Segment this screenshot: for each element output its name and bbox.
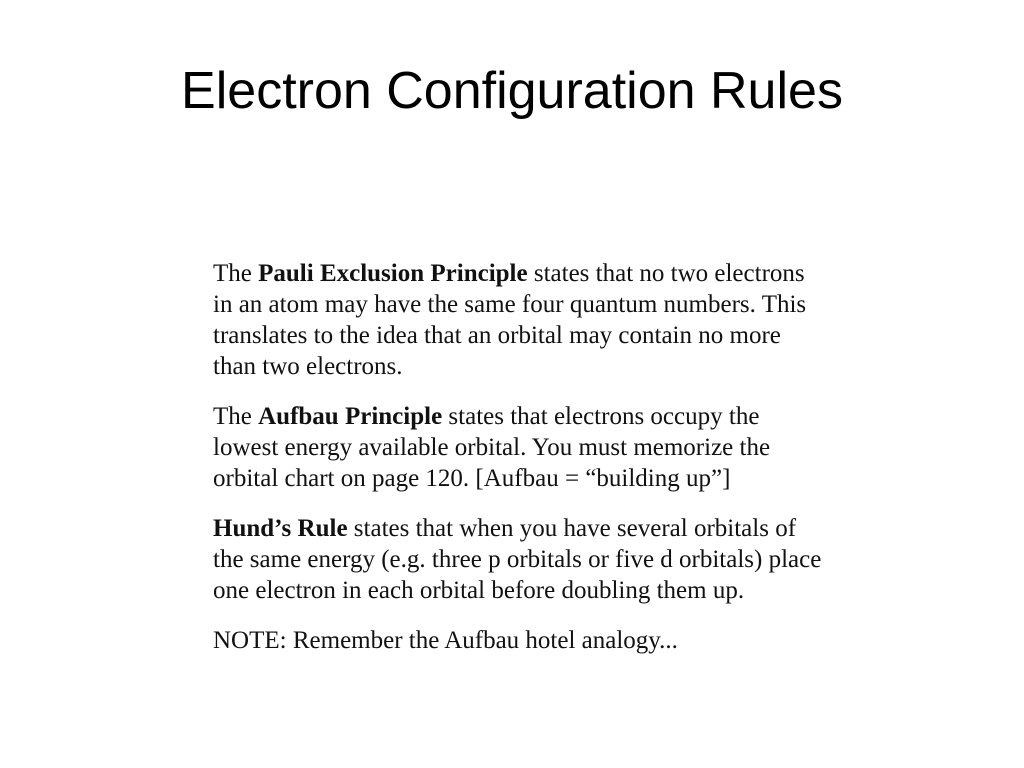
pauli-line-1-rest: states that no two electrons: [527, 260, 805, 287]
pauli-line-4: than two electrons.: [213, 353, 403, 380]
rules-text-image: [213, 258, 897, 678]
pauli-line-3: translates to the idea that an orbital may contain no more: [213, 322, 781, 349]
pauli-intro: The: [213, 260, 259, 287]
aufbau-intro: The: [213, 403, 259, 430]
note-line: NOTE: Remember the Aufbau hotel analogy...: [213, 627, 678, 654]
slide-title: Electron Configuration Rules: [181, 62, 843, 120]
hund-line-1-rest: states that when you have several orbitals of: [347, 515, 797, 542]
aufbau-line-2: lowest energy available orbital. You must memorize the: [213, 434, 771, 461]
pauli-line-1: [213, 258, 897, 289]
hund-paragraph: [213, 513, 897, 606]
aufbau-paragraph: [213, 401, 897, 494]
aufbau-line-3: orbital chart on page 120. [Aufbau = “building up”]: [213, 465, 731, 492]
hund-term: Hund’s Rule: [213, 515, 348, 542]
pauli-term: Pauli Exclusion Principle: [258, 260, 528, 287]
pauli-line-2: in an atom may have the same four quantum numbers. This: [213, 291, 807, 318]
aufbau-line-1: [213, 401, 897, 432]
pauli-paragraph: [213, 258, 897, 382]
hund-line-2: the same energy (e.g. three p orbitals or five d orbitals) place: [213, 546, 822, 573]
hund-line-3: one electron in each orbital before doubling them up.: [213, 577, 745, 604]
aufbau-term: Aufbau Principle: [258, 403, 443, 430]
note-paragraph: [213, 625, 897, 656]
aufbau-line-1-rest: states that electrons occupy the: [442, 403, 760, 430]
hund-line-1: [213, 513, 897, 544]
